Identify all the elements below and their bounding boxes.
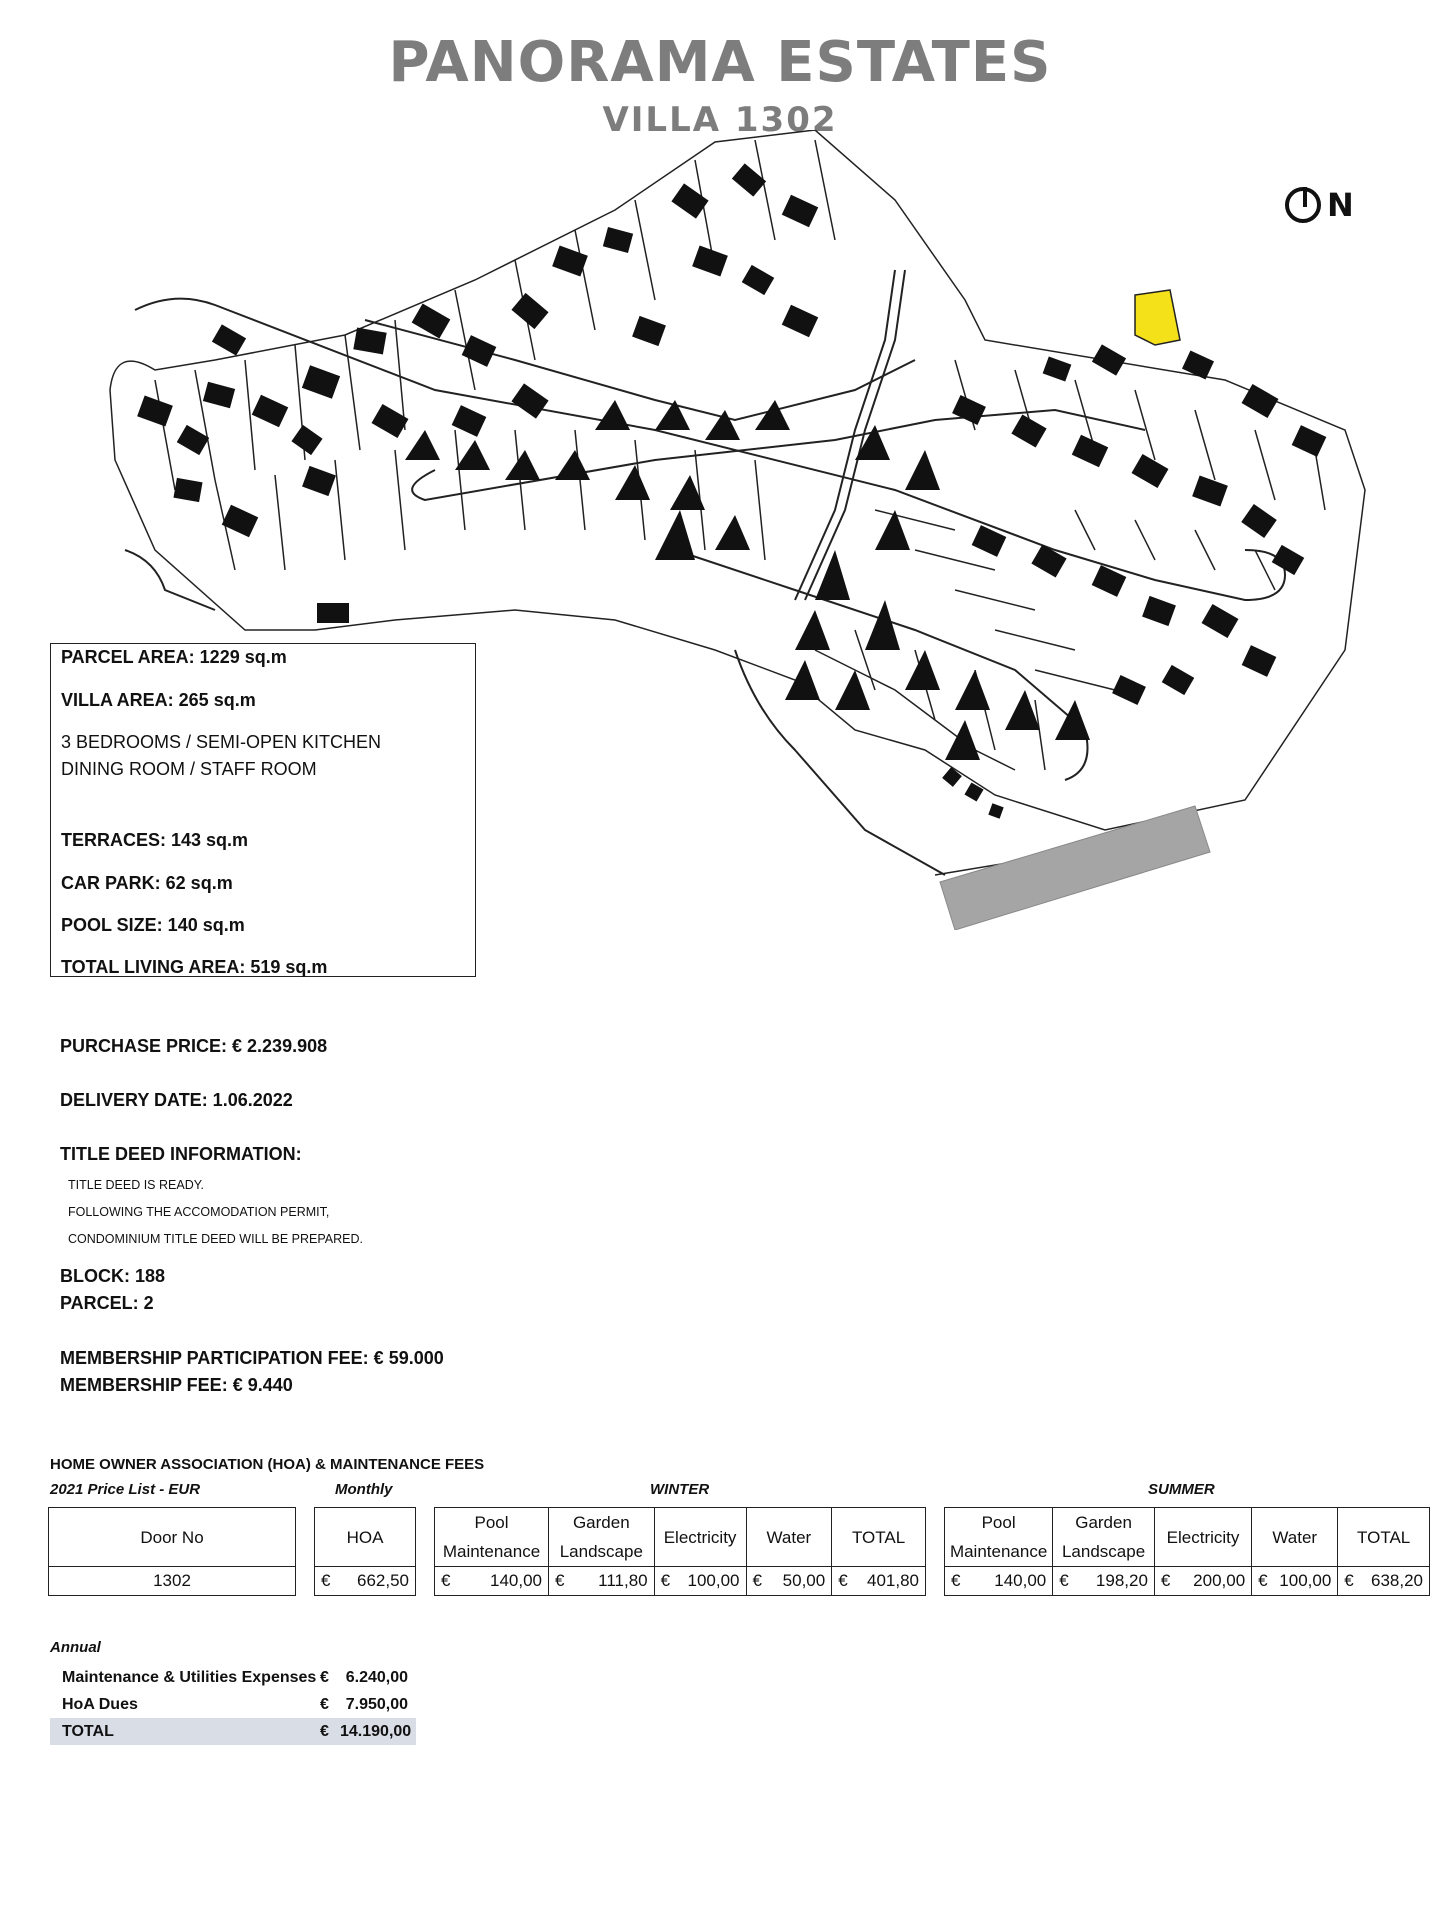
north-label: N	[1327, 186, 1354, 224]
summer-label: SUMMER	[1148, 1481, 1215, 1498]
highlighted-parcel	[1135, 290, 1180, 345]
annual-row: Maintenance & Utilities Expenses € 6.240,00	[62, 1669, 408, 1686]
membership-participation-fee: MEMBERSHIP PARTICIPATION FEE: € 59.000	[60, 1348, 444, 1368]
winter-label: WINTER	[650, 1481, 710, 1498]
winter-water-value: 50,00	[782, 1571, 826, 1590]
block-number: BLOCK: 188	[60, 1266, 166, 1286]
summer-pool-header: Pool Maintenance	[945, 1508, 1053, 1567]
rooms-line-2: DINING ROOM / STAFF ROOM	[61, 759, 317, 779]
summer-water-header: Water	[1252, 1508, 1338, 1567]
annual-row: HoA Dues € 7.950,00	[62, 1696, 408, 1713]
summer-garden-header: Garden Landscape	[1053, 1508, 1155, 1567]
door-value: 1302	[49, 1567, 296, 1596]
delivery-date: DELIVERY DATE: 1.06.2022	[60, 1090, 293, 1110]
summer-electricity-header: Electricity	[1154, 1508, 1251, 1567]
summer-pool-value: 140,00	[994, 1571, 1047, 1590]
annual-total-row: TOTAL € 14.190,00	[50, 1718, 416, 1745]
parcel-area: PARCEL AREA: 1229 sq.m	[61, 647, 287, 667]
rooms-line-1: 3 BEDROOMS / SEMI-OPEN KITCHEN	[61, 732, 382, 752]
summer-electricity-value: 200,00	[1193, 1571, 1246, 1590]
hoa-heading: HOME OWNER ASSOCIATION (HOA) & MAINTENANCE FEES	[50, 1456, 485, 1473]
hoa-monthly-table	[314, 1507, 416, 1596]
annual-summary	[50, 1664, 416, 1745]
winter-total-value: 401,80	[867, 1571, 919, 1590]
title-deed-line-3: CONDOMINIUM TITLE DEED WILL BE PREPARED.	[68, 1232, 363, 1246]
terraces-area: TERRACES: 143 sq.m	[61, 830, 249, 850]
summer-water-value: 100,00	[1279, 1571, 1332, 1590]
title-deed-heading: TITLE DEED INFORMATION:	[60, 1144, 302, 1164]
villa-specs-box	[50, 643, 476, 977]
summer-garden-value: 198,20	[1095, 1571, 1148, 1590]
winter-pool-value: 140,00	[490, 1571, 542, 1590]
door-table	[48, 1507, 296, 1596]
total-living-area: TOTAL LIVING AREA: 519 sq.m	[61, 957, 328, 977]
page-subtitle: VILLA 1302	[602, 100, 838, 140]
title-deed-line-2: FOLLOWING THE ACCOMODATION PERMIT,	[68, 1205, 330, 1219]
pool-size: POOL SIZE: 140 sq.m	[61, 915, 245, 935]
monthly-label: Monthly	[335, 1481, 393, 1498]
winter-water-header: Water	[746, 1508, 832, 1567]
hoa-value: 662,50	[357, 1571, 409, 1590]
winter-garden-value: 111,80	[598, 1571, 648, 1590]
summer-table: Pool Maintenance Garden Landscape Electricity Water TOTAL € 140,00 € 198,20 € 200,00 € 100,00 € 638,20	[944, 1507, 1430, 1596]
parcel-number: PARCEL: 2	[60, 1293, 154, 1313]
winter-pool-header: Pool Maintenance	[435, 1508, 549, 1567]
hoa-header: HOA	[315, 1508, 416, 1567]
page-title: PANORAMA ESTATES	[388, 30, 1052, 95]
membership-fee: MEMBERSHIP FEE: € 9.440	[60, 1375, 293, 1395]
winter-electricity-header: Electricity	[654, 1508, 746, 1567]
title-deed-line-1: TITLE DEED IS READY.	[68, 1178, 204, 1192]
winter-electricity-value: 100,00	[687, 1571, 740, 1590]
villa-area: VILLA AREA: 265 sq.m	[61, 690, 256, 710]
car-park-area: CAR PARK: 62 sq.m	[61, 873, 233, 893]
price-list-label: 2021 Price List - EUR	[50, 1481, 201, 1498]
currency-symbol: €	[321, 1571, 331, 1590]
summer-total-value: 638,20	[1371, 1571, 1423, 1590]
summer-total-header: TOTAL	[1338, 1508, 1430, 1567]
door-header: Door No	[49, 1508, 296, 1567]
annual-heading: Annual	[50, 1639, 101, 1656]
purchase-price: PURCHASE PRICE: € 2.239.908	[60, 1036, 328, 1056]
winter-total-header: TOTAL	[832, 1508, 926, 1567]
winter-garden-header: Garden Landscape	[549, 1508, 655, 1567]
winter-table: Pool Maintenance Garden Landscape Electricity Water TOTAL € 140,00 € 111,80 € 100,00 € 50,00 € 401,80	[434, 1507, 926, 1596]
